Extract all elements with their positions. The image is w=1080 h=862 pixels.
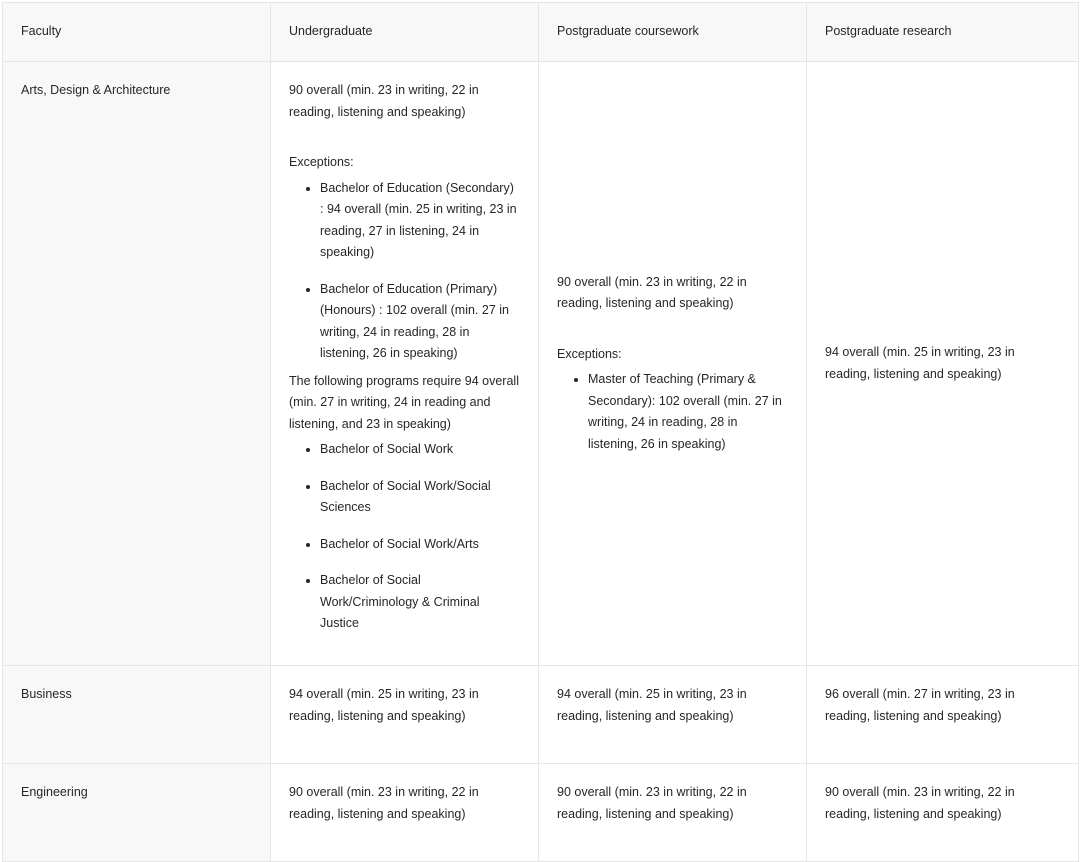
requirement-text: 90 overall (min. 23 in writing, 22 in reading, listening and speaking) bbox=[557, 274, 747, 311]
postgrad-research-cell bbox=[807, 62, 1079, 666]
undergraduate-cell bbox=[271, 62, 539, 666]
list-item: • Bachelor of Social Work bbox=[320, 439, 520, 461]
requirement-text: 94 overall (min. 25 in writing, 23 in reading, listening and speaking) bbox=[825, 345, 1015, 381]
faculty-cell: Engineering bbox=[3, 764, 271, 862]
faculty-cell: Arts, Design & Architecture bbox=[3, 62, 271, 666]
table-header-row bbox=[3, 3, 1079, 62]
postgrad-coursework-cell: 90 overall (min. 23 in writing, 22 in reading, listening and speaking) bbox=[539, 764, 807, 862]
list-item: • Bachelor of Social Work/Arts bbox=[320, 534, 520, 556]
postgrad-coursework-cell bbox=[539, 62, 807, 666]
table-row-engineering bbox=[3, 764, 1079, 862]
postgrad-research-cell: 96 overall (min. 27 in writing, 23 in reading, listening and speaking) bbox=[807, 666, 1079, 764]
header-postgraduate-coursework: Postgraduate coursework bbox=[539, 3, 807, 62]
english-requirements-table bbox=[2, 2, 1079, 862]
list-item: • Bachelor of Education (Secondary) : 94 overall (min. 25 in writing, 23 in reading, 27 in listening, 24 in speaking) bbox=[320, 178, 520, 264]
header-postgraduate-research: Postgraduate research bbox=[807, 3, 1079, 62]
exceptions-label: Exceptions: bbox=[557, 346, 622, 361]
undergraduate-cell: 94 overall (min. 25 in writing, 23 in reading, listening and speaking) bbox=[271, 666, 539, 764]
list-item: • Bachelor of Education (Primary) (Honours) : 102 overall (min. 27 in writing, 24 in reading, 28 in listening, 26 in speaking) bbox=[320, 279, 520, 365]
header-faculty: Faculty bbox=[3, 3, 271, 62]
table-row-arts bbox=[3, 62, 1079, 666]
programs-intro: The following programs require 94 overall (min. 27 in writing, 24 in reading and listening, and 23 in speaking) bbox=[289, 373, 519, 431]
programs-list bbox=[289, 439, 520, 635]
faculty-cell: Business bbox=[3, 666, 271, 764]
list-item: • Bachelor of Social Work/Social Sciences bbox=[320, 476, 520, 519]
postgrad-research-cell: 90 overall (min. 23 in writing, 22 in reading, listening and speaking) bbox=[807, 764, 1079, 862]
postgrad-coursework-cell: 94 overall (min. 25 in writing, 23 in reading, listening and speaking) bbox=[539, 666, 807, 764]
table-row-business bbox=[3, 666, 1079, 764]
undergraduate-cell: 90 overall (min. 23 in writing, 22 in reading, listening and speaking) bbox=[271, 764, 539, 862]
list-item: • Bachelor of Social Work/Criminology & Criminal Justice bbox=[320, 570, 520, 635]
exceptions-label: Exceptions: bbox=[289, 155, 354, 169]
header-undergraduate: Undergraduate bbox=[271, 3, 539, 62]
list-item: • Master of Teaching (Primary & Secondary): 102 overall (min. 27 in writing, 24 in reading, 28 in listening, 26 in speaking) bbox=[588, 369, 788, 455]
exceptions-list bbox=[557, 369, 788, 455]
exceptions-list bbox=[289, 178, 520, 365]
requirement-text: 90 overall (min. 23 in writing, 22 in reading, listening and speaking) bbox=[289, 83, 479, 119]
